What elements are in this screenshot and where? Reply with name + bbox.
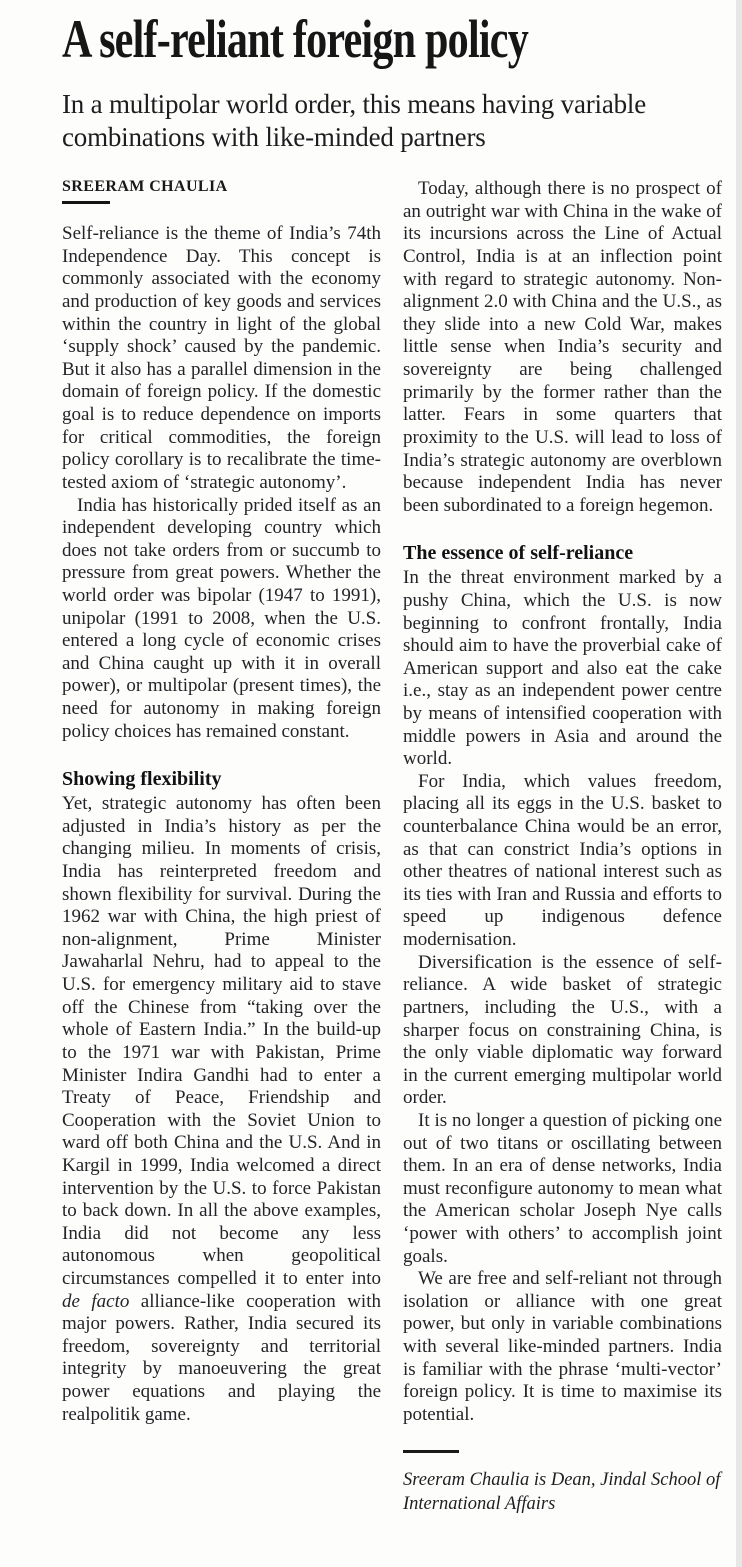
section-heading-essence-self-reliance: The essence of self-reliance <box>403 542 634 565</box>
paragraph-text: alliance-like cooperation with major powers. Rather, India secured its freedom, sovereignty and territorial integrity by manoeuvering the great power equations and playing the realpolitik game. <box>62 1290 381 1425</box>
italic-phrase-de-facto: de facto <box>62 1290 130 1312</box>
byline-block <box>62 178 381 204</box>
page-edge-shadow <box>736 0 742 1567</box>
author-credit: Sreeram Chaulia is Dean, Jindal School of International Affairs <box>403 1470 721 1515</box>
article-subtitle: In a multipolar world order, this means having variable combinations with like-minded partners <box>62 89 647 153</box>
paragraph-self-reliance-theme: Self-reliance is the theme of India’s 74th Independence Day. This concept is commonly associated with the economy and production of key goods and services within the country in light of the global ‘supply shock’ caused by the pandemic. But it also has a parallel dimension in the domain of foreign policy. If the domestic goal is to reduce dependence on imports for critical commodities, the foreign policy corollary is to recalibrate the time-tested axiom of ‘strategic autonomy’. <box>62 223 381 493</box>
paragraph-threat-environment: In the threat environment marked by a pushy China, which the U.S. is now beginning to confront frontally, India should aim to have the proverbial cake of American support and also eat the cake i.e., stay as an independent power centre by means of intensified cooperation with middle powers in Asia and around the world. <box>403 567 722 770</box>
byline-underline <box>62 201 110 204</box>
section-heading-showing-flexibility: Showing flexibility <box>62 768 222 791</box>
paragraph-historically-prided: India has historically prided itself as an independent developing country which does not take orders from or succumb to pressure from great powers. Whether the world order was bipolar (1947 to 1991), unipolar (1991 to 2008, when the U.S. entered a long cycle of economic crises and China caught up with it in overall power), or multipolar (present times), the need for autonomy in making foreign policy choices has remained constant. <box>62 494 381 742</box>
paragraph-free-self-reliant: We are free and self-reliant not through isolation or alliance with one great power, but only in variable combinations with several like-minded partners. India is familiar with the phrase ‘multi-vector’ foreign policy. It is time to maximise its potential. <box>403 1268 722 1425</box>
paragraph-today-china: Today, although there is no prospect of an outright war with China in the wake of its incursions across the Line of Actual Control, India is at an inflection point with regard to strategic autonomy. Non-alignment 2.0 with China and the U.S., as they slide into a new Cold War, makes little sense when India’s security and sovereignty are being challenged primarily by the former rather than the latter. Fears in some quarters that proximity to the U.S. will lead to loss of India’s strategic autonomy are overblown because independent India has never been subordinated to a foreign hegemon. <box>403 178 722 516</box>
paragraph-diversification: Diversification is the essence of self-reliance. A wide basket of strategic partners, including the U.S., with a sharper focus on constraining China, is the only viable diplomatic way forward in the current emerging multipolar world order. <box>403 951 722 1109</box>
author-byline: SREERAM CHAULIA <box>62 178 228 196</box>
right-column <box>403 178 722 1517</box>
paragraph-showing-flexibility <box>62 793 381 1426</box>
paragraph-text: Yet, strategic autonomy has often been adjusted in India’s history as per the changing milieu. In moments of crisis, India has reinterpreted freedom and shown flexibility for survival. During the 1962 war with China, the high priest of non-alignment, Prime Minister Jawaharlal Nehru, had to appeal to the U.S. for emergency military aid to stave off the Chinese from “taking over the whole of Eastern India.” In the build-up to the 1971 war with Pakistan, Prime Minister Indira Gandhi had to enter a Treaty of Peace, Friendship and Cooperation with the Soviet Union to ward off both China and the U.S. And in Kargil in 1999, India welcomed a direct intervention by the U.S. to force Pakistan to back down. In all the above examples, India did not become any less autonomous when geopolitical circumstances compelled it to enter into <box>62 793 381 1289</box>
paragraph-values-freedom: For India, which values freedom, placing all its eggs in the U.S. basket to counterbalance China would be an error, as that can constrict India’s options in other theatres of national interest such as its ties with Iran and Russia and efforts to speed up indigenous defence modernisation. <box>403 770 722 951</box>
credit-divider-rule <box>403 1450 459 1453</box>
paragraph-two-titans: It is no longer a question of picking one out of two titans or oscillating between them. In an era of dense networks, India must reconfigure autonomy to mean what the American scholar Joseph Nye calls ‘power with others’ to accomplish joint goals. <box>403 1109 722 1267</box>
article-columns <box>62 178 722 1517</box>
article-title: A self-reliant foreign policy <box>62 9 529 69</box>
left-column <box>62 178 381 1517</box>
